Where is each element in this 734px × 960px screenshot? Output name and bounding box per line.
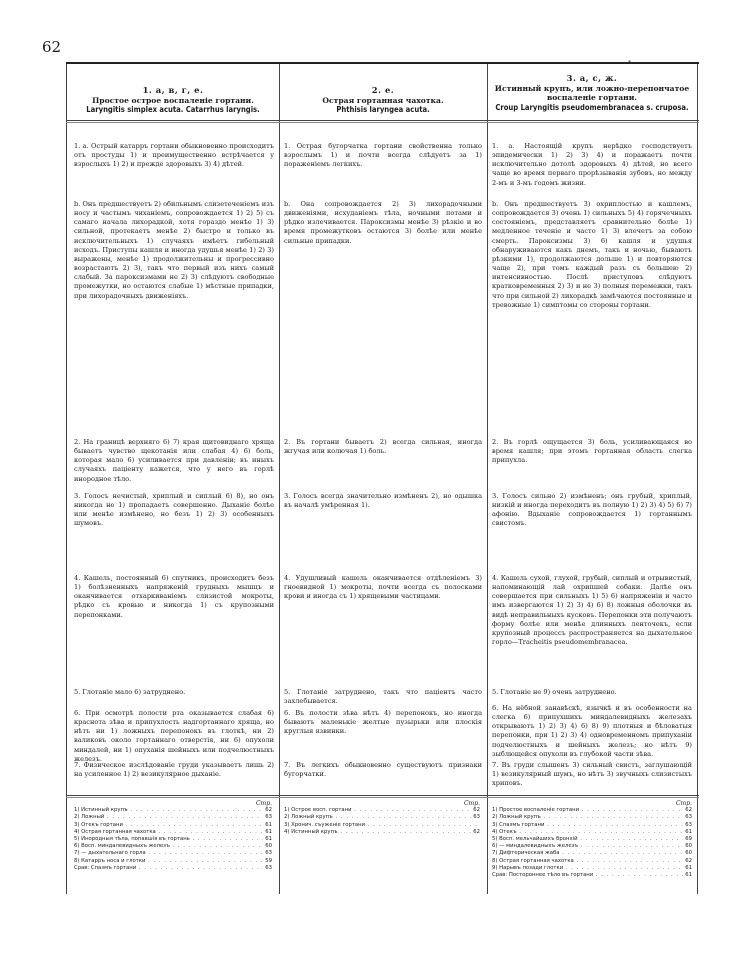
col1-references xyxy=(74,800,272,872)
col1-entry-1b: b. Онъ предшествуетъ 2) обильнымъ слизетеченіемъ изъ носу и частымъ чиханіемъ, сопровождается 1) 2) 5) съ самаго начала лихорадкой, хотя гораздо менѣе 1) 3) сильной, протекаетъ менѣе 2) быстро и только въ исключительныхъ 1) случаяхъ имѣетъ гибельный исходъ. Приступы кашля и иногда удушья менѣе 1) 2) 3) выражены, менѣе 1) продолжительны и прогрессивно возрастаютъ 2) 3), такъ что первый изъ нихъ самый слабый. За пароксизмами не 2) 3) слѣдуютъ свободные промежутки, но остаются слабые 1) мѣстные припадки, при лихорадочныхъ движеніяхъ. xyxy=(74,200,274,300)
col2-entry-6: 6. Въ полости зѣва нѣтъ 4) перепонокъ, но иногда бываютъ маленькіе желтые пузырьки или плоскія круглыя язвинки. xyxy=(284,709,482,736)
ref-row: 2) Ложный крупъ . . . 63 xyxy=(492,814,692,821)
column-2-number: 2. е. xyxy=(371,85,395,95)
col1-entry-6: 6. При осмотрѣ полости рта оказывается слабая 6) краснота зѣва и припухлость надгортаннаго хряща, но нѣтъ ни 1) ложныхъ перепонокъ въ глоткѣ, ни 2) валиковъ около гортаннаго отверстія, ни 6) опухоли миндалей, ни 1) опуханія шейныхъ или подчелюстныхъ железъ. xyxy=(74,709,274,763)
column-1-latin: Laryngitis simplex acuta. Catarrhus laryngis. xyxy=(86,105,260,115)
ref-row: 3) Отекъ гортани . . . 61 xyxy=(74,822,272,829)
ref-row: 8) Острая гортанная чахотка . . . 62 xyxy=(492,858,692,865)
ref-row: 3) Спазмъ гортани . . . 63 xyxy=(492,822,692,829)
ref-row: 2) Ложный . . . 63 xyxy=(74,814,272,821)
ref-row: 3) Хронич. съуженіе гортани . . . xyxy=(284,822,480,829)
ref-row: 6) Восп. миндалевидныхъ железъ . . . 60 xyxy=(74,843,272,850)
column-divider xyxy=(487,64,488,894)
column-3-header xyxy=(490,74,694,112)
col3-refs-page-header: Стр. xyxy=(675,800,692,807)
ref-row: 7) — дыхательнаго горла . . . 63 xyxy=(74,850,272,857)
ref-row: 1) Простое воспаленіе гортани . . . 62 xyxy=(492,807,692,814)
col3-references xyxy=(492,800,692,879)
ref-row: 6) — миндалевидныхъ железъ . . . 60 xyxy=(492,843,692,850)
col2-entry-1: 1. Острая бугорчатка гортани свойственна только взрослымъ 1) и почти всегда слѣдуетъ за 1) пораженіемъ легкихъ. xyxy=(284,142,482,169)
col3-entry-7: 7. Въ груди слышенъ 3) сильный свистъ, заглушающій 1) везикулярный шумъ, но нѣтъ 3) звучныхъ слизистыхъ хриповъ. xyxy=(492,761,692,788)
header-divider-inner xyxy=(66,122,699,123)
column-3-latin: Croup Laryngitis pseudomembranacea s. cruposa. xyxy=(495,102,689,112)
col3-entry-3: 3. Голосъ сильно 2) измѣненъ; онъ грубый, хриплый, низкій и иногда переходитъ въ полную 1) 2) 3) 4) 5) 6) 7) афонію. Вдыханіе сопровождается 1) гортаннымъ свистомъ. xyxy=(492,492,692,528)
col1-entry-2: 2. На границѣ верхняго 6) 7) края щитовиднаго хряща бываетъ чувство щекотанія или слабая 4) 6) боль, которая мало 6) усиливается при давленіи; въ иныхъ случаяхъ пацiенту кажется, что у него въ горлѣ инородное тѣло. xyxy=(74,438,274,483)
ref-row: 8) Катарръ носа и глотки . . . 59 xyxy=(74,858,272,865)
ref-row: Срав: Постороннее тѣло въ гортани . . . 61 xyxy=(492,872,692,879)
differential-table xyxy=(66,62,699,952)
col3-entry-1b: b. Онъ предшествуетъ 3) охриплостью и кашлемъ, сопровождается 3) очень 1) сильныхъ 5) 4) горячечныхъ состояніемъ, представляетъ сравнительно болѣе 1) медленное теченіе и часто 1) 3) влечетъ за собою смерть. Пароксизмы 3) 6) кашля и удушья обнаруживаются какъ днемъ, такъ и ночью, бываютъ рѣзкими 1), продолжаются дольше 1) и повторяются чаще 2), при томъ каждый разъ съ большею 2) интенсивностью. Послѣ приступовъ слѣдуютъ кратковременныя 2) 3) и не 3) полныя перемежки, такъ что при сильной 2) лихорадкѣ замѣчаются постоянные и тревожные 1) симптомы со стороны гортани. xyxy=(492,200,692,309)
ref-row: 4) Острая гортанная чахотка . . . 61 xyxy=(74,829,272,836)
ref-row: 4) Истинный крупъ . . . 62 xyxy=(284,829,480,836)
col3-entry-6: 6. На нёбной занавѣскѣ, язычкѣ и въ особенности на слегка 6) припухшихъ миндалевидныхъ железахъ открываютъ 1) 2) 3) 4) 6) 8) 9) плотныя и бѣловатыя перепонки, при 1) 2) 3) 4) одновременномъ припуханіи подчелюстныхъ и шейныхъ железъ; но нѣтъ 9) зыблющейся опухоли въ глубокой части зѣва. xyxy=(492,704,692,758)
refs-divider-inner xyxy=(66,797,699,798)
col1-entry-4: 4. Кашель, постоянный 6) спутникъ, происходитъ безъ 1) болѣзненныхъ напряженій грудныхъ мышцъ и оканчивается отхаркиваніемъ слизистой мокроты, рѣдко съ кровью и никогда 1) съ крупозными перепонками. xyxy=(74,574,274,619)
col2-entry-4: 4. Удушливый кашель оканчивается отдѣленіемъ 3) гноевидной 1) мокроты, почти всегда съ полосками крови и иногда съ 1) хрящевыми частицами. xyxy=(284,574,482,601)
col1-entry-7: 7. Физическое изслѣдованіе груди указываетъ лишь 2) на усиленное 1) 2) везикулярное дыханіе. xyxy=(74,761,274,779)
column-divider xyxy=(66,64,67,894)
column-1-title: Простое острое воспаленіе гортани. xyxy=(92,95,254,105)
column-2-title: Острая гортанная чахотка. xyxy=(322,95,444,105)
column-2-header xyxy=(282,86,484,115)
col1-refs-page-header: Стр. xyxy=(255,800,272,807)
ref-row: 4) Отекъ . . . 61 xyxy=(492,829,692,836)
column-divider xyxy=(697,64,698,894)
col2-entry-7: 7. Въ легкихъ обыкновенно существуютъ признаки бугорчатки. xyxy=(284,761,482,779)
ref-row: 2) Ложный крупъ . . . 63 xyxy=(284,814,480,821)
column-1-number: 1. а, в, г, е. xyxy=(142,85,204,95)
header-divider xyxy=(66,120,699,121)
ref-row: 1) Истинный крупъ . . . 62 xyxy=(74,807,272,814)
column-3-number: 3. а, с, ж. xyxy=(566,73,618,83)
column-1-header xyxy=(70,86,276,115)
refs-divider xyxy=(66,795,699,796)
column-2-latin: Phthisis laryngea acuta. xyxy=(336,105,430,115)
col3-entry-5: 5. Глотаніе не 9) очень затруднено. xyxy=(492,688,617,696)
column-divider xyxy=(279,64,280,894)
col1-entry-3: 3. Голосъ нечистый, хриплый и сиплый 6) 8), но онъ никогда не 1) пропадаетъ совершенно. Дыханіе болѣе или менѣе измѣнено, но безъ 1) 2) 3) особенныхъ шумовъ. xyxy=(74,492,274,528)
ref-row: 5) Восп. мельчайшихъ бронхій . . . 69 xyxy=(492,836,692,843)
page-number: 62 xyxy=(42,38,62,56)
col3-entry-1: 1. а. Настоящій крупъ нерѣдко господствуетъ эпидемически 1) 2) 3) 4) и поражаетъ почти исключительно дотолѣ здоровыхъ 4) дѣтей, но всего чаще во время перваго прорѣзыванія зубовъ, но между 2-мъ и 3-мъ годомъ жизни. xyxy=(492,142,692,187)
col2-entry-5: 5. Глотаніе затруднено, такъ что паціентъ часто захлебывается. xyxy=(284,688,482,706)
ref-row: 7) Дифтерическая жаба . . . 60 xyxy=(492,850,692,857)
col1-entry-5: 5. Глотаніе мало 6) затруднено. xyxy=(74,688,186,696)
col3-entry-2: 2. Въ горлѣ ощущается 3) боль, усиливающаяся во время кашля; при этомъ гортанная область слегка припухла. xyxy=(492,438,692,465)
col2-references xyxy=(284,800,480,836)
col2-entry-1b: b. Она сопровождается 2) 3) лихорадочными движеніями, исхуданіемъ тѣла, ночными потами и рѣдко излечивается. Пароксизмы менѣе 3) рѣзкіе и во время промежутковъ остаются 3) болѣе или менѣе сильные припадки. xyxy=(284,200,482,245)
col2-refs-page-header: Стр. xyxy=(463,800,480,807)
col1-entry-1: 1. а. Острый катарръ гортани обыкновенно происходитъ отъ простуды 1) и преимущественно встрѣчается у взрослыхъ 1) 2) и прежде здоровыхъ 3) 4) дѣтей. xyxy=(74,142,274,169)
ref-row: 5) Инородныя тѣла, попавшія въ гортань . . . 61 xyxy=(74,836,272,843)
col3-entry-4: 4. Кашель сухой, глухой, грубый, сиплый и отрывистый, напоминающій лай охрипшей собаки. Далѣе онъ совершается при сильныхъ 1) 5) 6) напряженіи и часто имъ извергаются 1) 2) 3) 4) 6) 8) ложныя оболочки въ видѣ неправильныхъ кусковъ. Перепонки эти получаютъ форму болѣе или менѣе длинныхъ ленточекъ, если крупозный процессъ распространяется на дыхательное горло—Tracheitis pseudomembranacea. xyxy=(492,574,692,647)
ref-row: Срав: Спазмъ гортани . . . 63 xyxy=(74,865,272,872)
top-mark: * xyxy=(628,60,631,67)
col2-entry-2: 2. Въ гортани бываетъ 2) всегда сильная, иногда жгучая или колючая 1) боль. xyxy=(284,438,482,456)
column-3-title: Истинный крупъ, или ложно-перепончатое воспаленіе гортани. xyxy=(494,83,690,103)
col2-entry-3: 3. Голосъ всегда значительно измѣненъ 2), но одышка въ началѣ умѣренная 1). xyxy=(284,492,482,510)
ref-row: 1) Острое восп. гортани . . . 62 xyxy=(284,807,480,814)
ref-row: 9) Нарывъ позади глотки . . . 61 xyxy=(492,865,692,872)
